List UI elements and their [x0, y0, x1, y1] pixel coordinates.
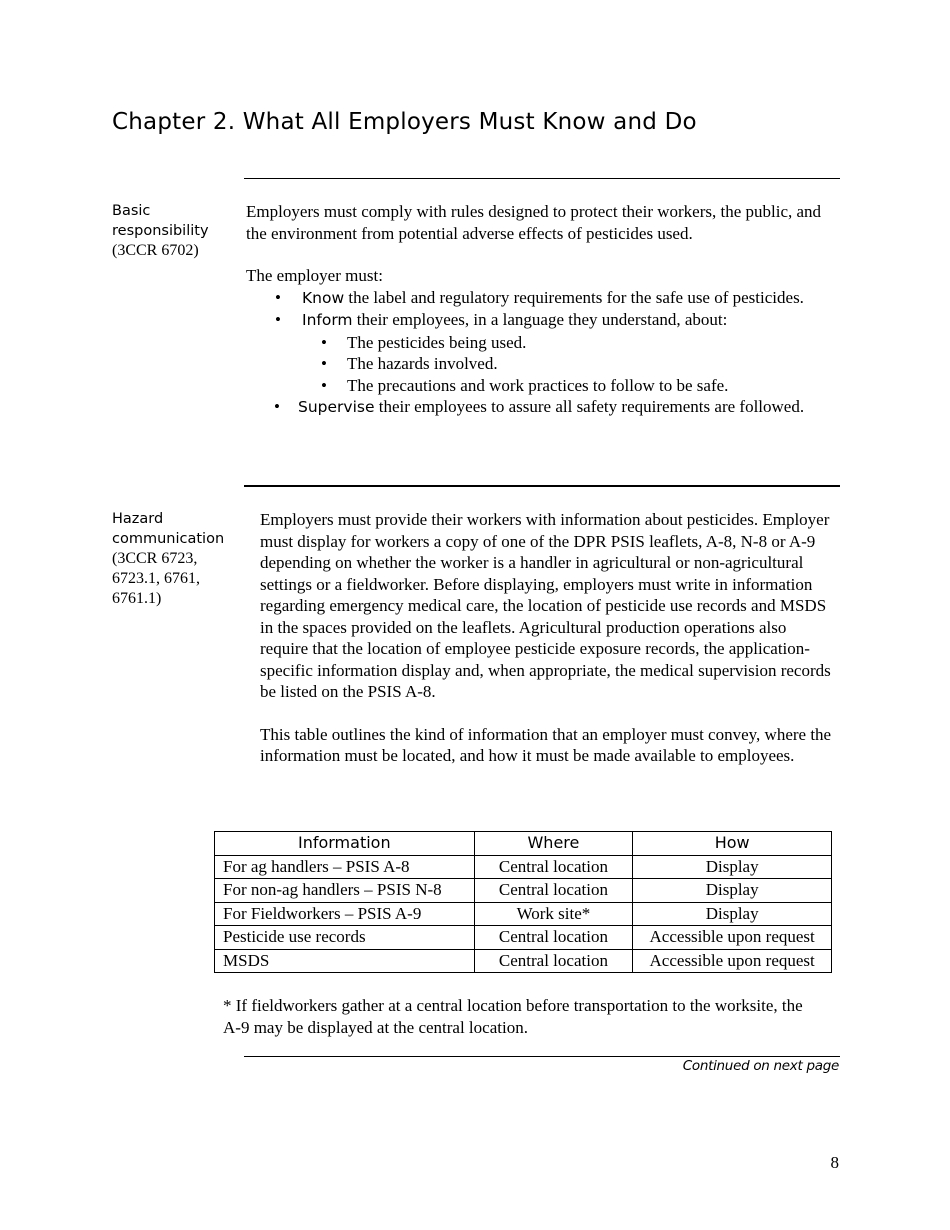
column-header: How: [633, 832, 832, 856]
table-row: [215, 855, 832, 879]
paragraph: Employers must provide their workers with information about pesticides. Employer must display for workers a copy of one of the DPR PSIS leaflets, A-8, N-8 or A-9 depending on whether the worker is a handler in agricultural or non-agricultural settings or a fieldworker. Before displaying, employers must write in information regarding emergency medical care, the location of pesticide use records and MSDS in the spaces provided on the leaflets. Agricultural production operations also require that the location of employee pesticide exposure records, the application-specific information display and, when appropriate, the medical supervision records be listed on the PSIS A-8.: [260, 510, 831, 701]
table-row: [215, 902, 832, 926]
table-cell: Central location: [474, 855, 633, 879]
column-header: Where: [474, 832, 633, 856]
table-cell: MSDS: [215, 949, 475, 973]
list-item-supervise: [246, 396, 836, 419]
keyword: Inform: [302, 311, 353, 329]
table-cell: Central location: [474, 879, 633, 903]
column-header: Information: [215, 832, 475, 856]
table-footnote: * If fieldworkers gather at a central location before transportation to the worksite, the A-9 may be displayed at the central location.: [223, 996, 803, 1037]
table-cell: Display: [633, 879, 832, 903]
hazard-communication-body: [260, 509, 835, 767]
sub-list-item: • The pesticides being used.: [302, 332, 836, 354]
list-item-know: [246, 287, 836, 310]
sub-list-item: • The hazards involved.: [302, 353, 836, 375]
list-item-text: their employees, in a language they understand, about:: [352, 310, 728, 329]
table-cell: Central location: [474, 949, 633, 973]
table-cell: For ag handlers – PSIS A-8: [215, 855, 475, 879]
lead-text: The employer must:: [246, 266, 383, 285]
sub-list-item: • The precautions and work practices to follow to be safe.: [302, 375, 836, 397]
duty-list: [246, 287, 836, 419]
table-header-row: [215, 832, 832, 856]
hazard-communication-label: [112, 509, 237, 609]
section-divider: [244, 178, 840, 179]
regulation-reference: (3CCR 6702): [112, 242, 199, 259]
table-cell: Pesticide use records: [215, 926, 475, 950]
regulation-reference: 6761.1): [112, 590, 162, 607]
regulation-reference: 6723.1, 6761,: [112, 570, 200, 587]
table-cell: Display: [633, 855, 832, 879]
basic-responsibility-label: [112, 201, 237, 261]
label-line: Basic: [112, 203, 151, 219]
page-number: 8: [830, 1153, 839, 1172]
table-row: [215, 926, 832, 950]
label-line: responsibility: [112, 223, 209, 239]
section-divider: [244, 485, 840, 487]
basic-responsibility-body: [246, 201, 836, 419]
regulation-reference: (3CCR 6723,: [112, 550, 198, 567]
inform-sub-list: [302, 332, 836, 397]
label-line: Hazard: [112, 511, 164, 527]
keyword: Supervise: [298, 398, 375, 416]
table-cell: For Fieldworkers – PSIS A-9: [215, 902, 475, 926]
section-divider: [244, 1056, 840, 1057]
intro-paragraph: Employers must comply with rules designed to protect their workers, the public, and the environment from potential adverse effects of pesticides used.: [246, 202, 822, 243]
keyword: Know: [302, 288, 345, 307]
list-item-text: the label and regulatory requirements for the safe use of pesticides.: [344, 287, 804, 307]
chapter-title: Chapter 2. What All Employers Must Know and Do: [112, 109, 697, 135]
information-table: [214, 831, 832, 973]
table-cell: Display: [633, 902, 832, 926]
table-cell: Accessible upon request: [633, 949, 832, 973]
continued-notice: Continued on next page: [682, 1058, 839, 1074]
list-item-text: their employees to assure all safety requirements are followed.: [374, 397, 805, 416]
list-item-inform: [246, 309, 836, 396]
label-line: communication: [112, 531, 225, 547]
table-cell: Central location: [474, 926, 633, 950]
table-row: [215, 879, 832, 903]
table-row: [215, 949, 832, 973]
table-cell: Work site*: [474, 902, 633, 926]
paragraph: This table outlines the kind of information that an employer must convey, where the information must be located, and how it must be made available to employees.: [260, 724, 832, 765]
table-cell: Accessible upon request: [633, 926, 832, 950]
table-cell: For non-ag handlers – PSIS N-8: [215, 879, 475, 903]
